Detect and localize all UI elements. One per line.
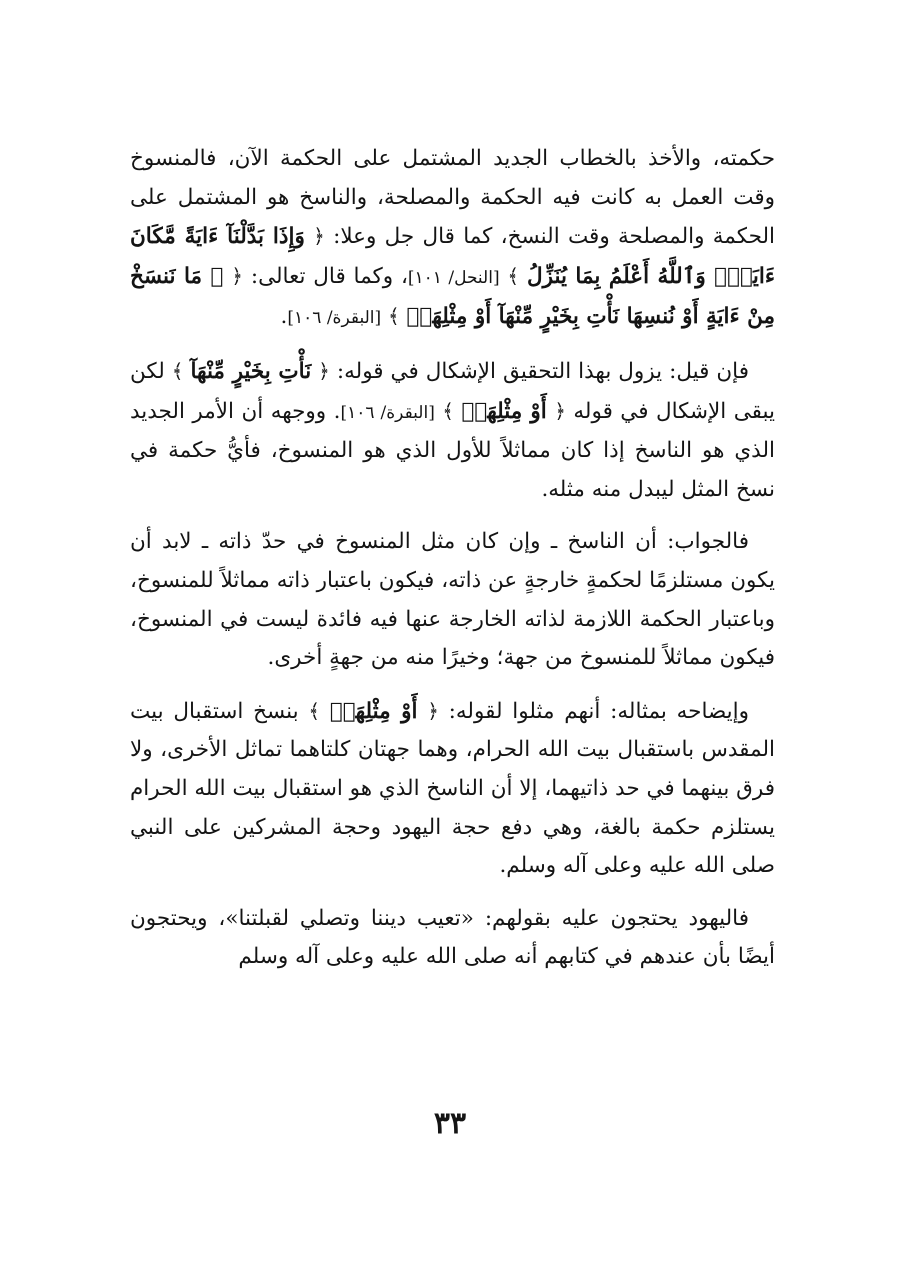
paragraph-4-text-a: وإيضاحه بمثاله: أنهم مثلوا لقوله: xyxy=(448,698,749,724)
paragraph-2-text-b: لكن يبقى الإشكال في قوله xyxy=(130,358,775,424)
quran-verse-baqarah: ۞ مَا نَنسَخْ مِنْ ءَايَةٍ أَوْ نُنسِهَا نَأْتِ بِخَيْرٍ مِّنْهَآ أَوْ مِثْلِهَآۗ xyxy=(130,263,775,330)
verse-open-bracket: ﴿ xyxy=(231,263,243,288)
paragraph-1-text-a: حكمته، والأخذ بالخطاب الجديد المشتمل على الحكمة الآن، فالمنسوخ وقت العمل به كانت فيه الحكمة والمصلحة، والناسخ هو المشتمل على الحكمة والمصلحة وقت النسخ، كما قال جل وعلا: xyxy=(130,146,775,250)
verse-open-bracket: ﴿ xyxy=(313,224,325,249)
verse-close-bracket: ﴾ xyxy=(387,304,400,329)
verse-open-bracket: ﴿ xyxy=(554,398,566,423)
verse-open-bracket: ﴿ xyxy=(427,698,439,723)
quran-phrase-khayr: نَأْتِ بِخَيْرٍ مِّنْهَآ xyxy=(190,358,312,384)
paragraph-4 xyxy=(130,692,775,886)
paragraph-2-text-a: فإن قيل: يزول بهذا التحقيق الإشكال في قوله: xyxy=(336,358,749,384)
verse-reference-nahl: [النحل/ ١٠١] xyxy=(407,267,500,288)
page-body xyxy=(130,140,775,977)
verse-close-bracket: ﴾ xyxy=(308,698,321,723)
paragraph-1-text-c: . xyxy=(280,304,288,330)
paragraph-2 xyxy=(130,352,775,509)
paragraph-1 xyxy=(130,140,775,338)
verse-open-bracket: ﴿ xyxy=(318,358,330,383)
paragraph-1-text-b: ، وكما قال تعالى: xyxy=(250,263,408,289)
verse-reference-baqarah: [البقرة/ ١٠٦] xyxy=(287,308,382,329)
verse-reference-baqarah: [البقرة/ ١٠٦] xyxy=(340,402,435,423)
paragraph-5: فاليهود يحتجون عليه بقولهم: «تعيب ديننا وتصلي لقبلتنا»، ويحتجون أيضًا بأن عندهم في كتابهم أنه صلى الله عليه وعلى آله وسلم xyxy=(130,905,775,970)
paragraph-3: فالجواب: أن الناسخ ـ وإن كان مثل المنسوخ في حدّ ذاته ـ لابد أن يكون مستلزمًا لحكمةٍ خارجةٍ عن ذاته، فيكون باعتبار ذاته مماثلاً للمنسوخ، وباعتبار الحكمة اللازمة لذاته الخارجة عنها فيه فائدة ليست في المنسوخ، فيكون مماثلاً للمنسوخ من جهة؛ وخيرًا منه من جهةٍ أخرى. xyxy=(130,529,775,671)
quran-phrase-mithl: أَوْ مِثْلِهَآۗ xyxy=(461,398,547,424)
paragraph-4-text-b: بنسخ استقبال بيت المقدس باستقبال بيت الله الحرام، وهما جهتان كلتاهما تماثل الأخرى، ولا فرق بينهما في حد ذاتيهما، إلا أن الناسخ الذي هو استقبال بيت الله الحرام يستلزم حكمة بالغة، وهي دفع حجة اليهود وحجة المشركين على النبي صلى الله عليه وعلى آله وسلم. xyxy=(130,698,775,879)
paragraph-2-text-c: . ووجهه أن الأمر الجديد الذي هو الناسخ إذا كان مماثلاً للأول الذي هو المنسوخ، فأيُّ حكمة في نسخ المثل ليبدل منه مثله. xyxy=(130,398,775,502)
page-number: ٣٣ xyxy=(433,1106,467,1141)
verse-close-bracket: ﴾ xyxy=(442,398,455,423)
verse-close-bracket: ﴾ xyxy=(171,358,184,383)
verse-close-bracket: ﴾ xyxy=(507,263,520,288)
quran-phrase-mithl: أَوْ مِثْلِهَآۗ xyxy=(329,698,418,724)
quran-verse-nahl: وَإِذَا بَدَّلْنَآ ءَايَةً مَّكَانَ ءَايَةٍۙ وَٱللَّهُ أَعْلَمُ بِمَا يُنَزِّلُ xyxy=(130,224,775,289)
